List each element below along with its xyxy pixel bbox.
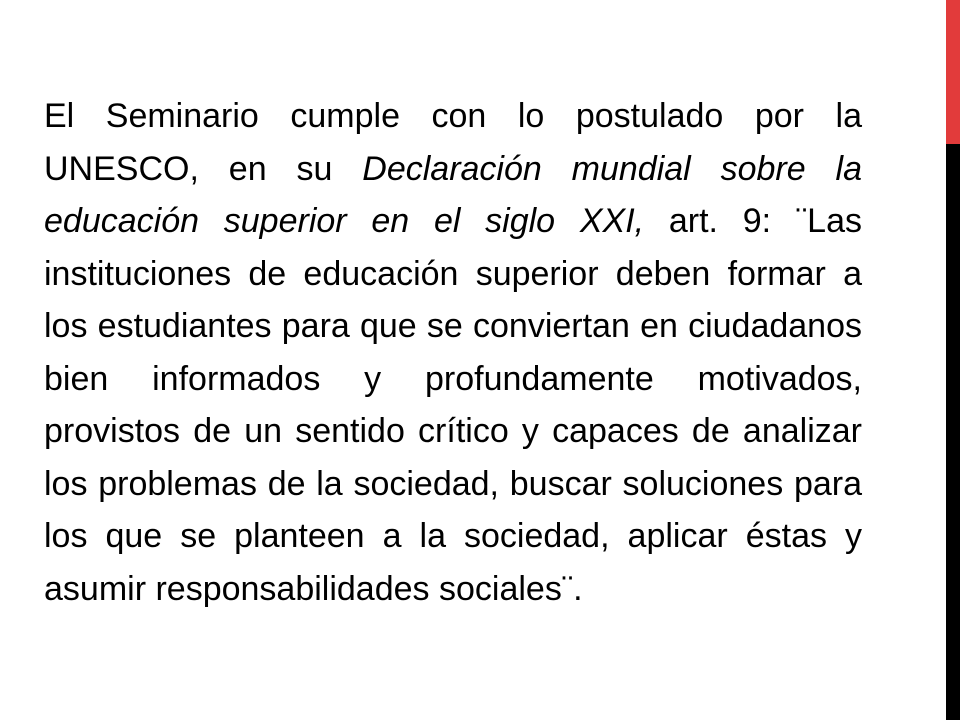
- accent-bar-red: [946, 0, 960, 144]
- accent-bar-black: [946, 144, 960, 720]
- body-text-quote: art. 9: ¨Las instituciones de educación superior deben formar a los estudiantes para que se conviertan en ciudadanos bien informados y profundamente motivados, provistos de un sentido crítico y capaces de analizar los problemas de la sociedad, buscar soluciones para los que se planteen a la sociedad, aplicar éstas y asumir responsabilidades sociales¨.: [44, 202, 862, 608]
- body-text-intro: El Seminario cumple con lo postulado por la UNESCO, en su: [44, 97, 862, 188]
- body-text-italic-title: Declaración mundial sobre la educación superior en el siglo XXI,: [44, 149, 862, 240]
- slide-body-text: [44, 90, 862, 615]
